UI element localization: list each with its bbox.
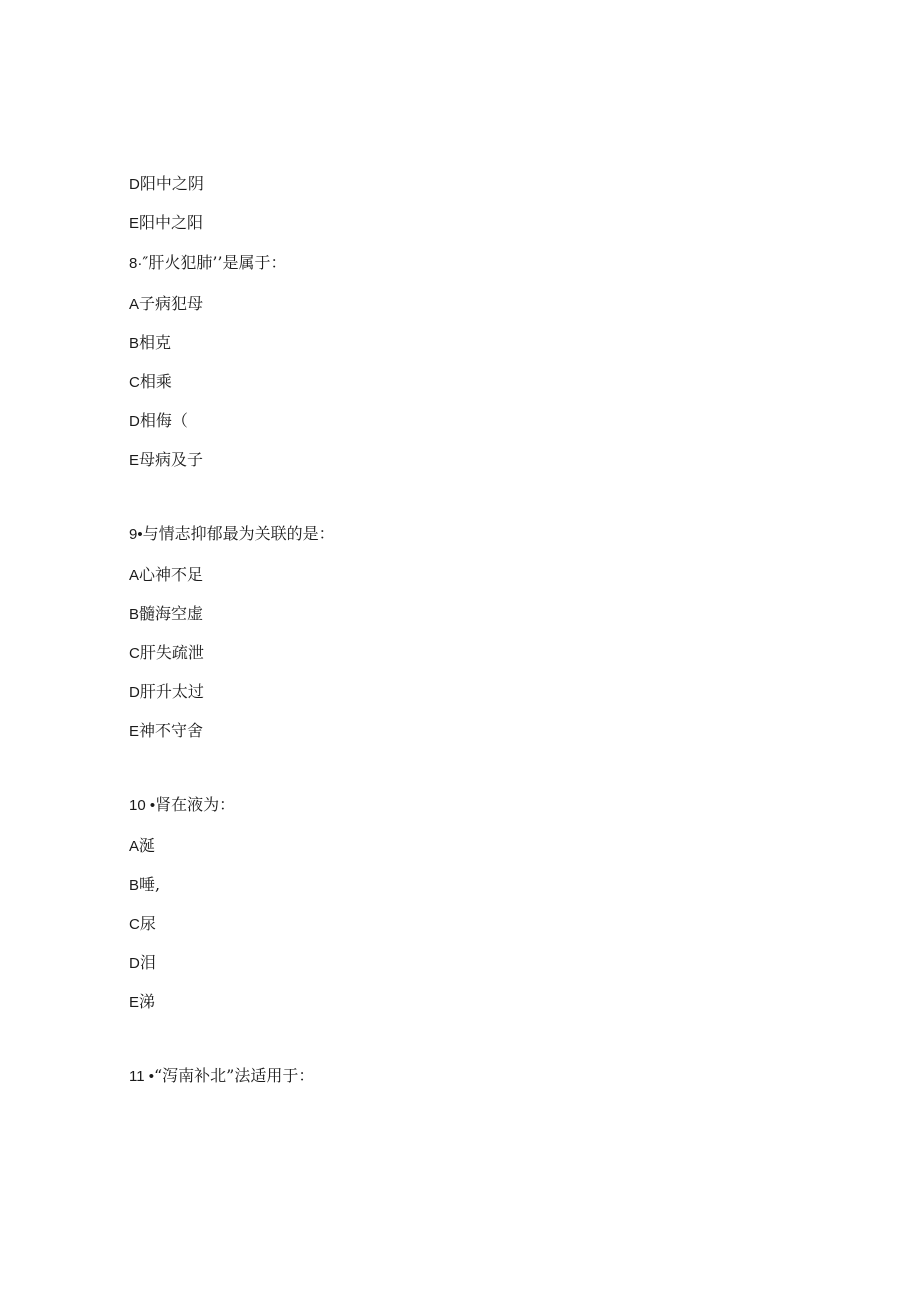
question-number: 11 • [129,1068,154,1085]
question-10 [129,795,235,816]
option-b-line [129,875,160,896]
option-text: 心神不足 [139,565,204,584]
option-label: D [129,684,140,701]
option-a-line [129,565,203,586]
question-number: 8· [129,255,143,272]
option-a-line [129,836,155,857]
option-label: B [129,606,140,623]
option-label: D [129,955,140,972]
option-e-line [129,213,203,234]
option-label: D [129,413,140,430]
option-label: A [129,567,140,584]
option-c-line [129,372,172,393]
question-text: 与情志抑郁最为关联的是： [142,524,335,543]
option-text: 子病犯母 [139,294,204,313]
option-e-line [129,992,155,1013]
option-d-line [129,953,156,974]
question-number: 10 • [129,797,156,814]
option-label: C [129,645,140,662]
option-label: C [129,916,140,933]
option-b-line [129,333,171,354]
option-text: 相克 [139,333,172,352]
option-text: 髓海空虚 [139,604,204,623]
option-text: 肝升太过 [139,682,204,701]
option-label: A [129,296,140,313]
option-c-line [129,643,204,664]
option-label: B [129,335,140,352]
option-d-line [129,682,204,703]
option-text: 阳中之阴 [139,174,204,193]
option-label: E [129,723,140,740]
option-label: C [129,374,140,391]
option-label: E [129,994,140,1011]
option-e-line [129,721,203,742]
question-8 [129,253,287,274]
option-text: 涕 [139,992,156,1011]
option-a-line [129,294,203,315]
option-e-line [129,450,203,471]
option-label: E [129,215,140,232]
question-11 [129,1066,314,1087]
question-text: “泻南补北”法适用于： [154,1066,315,1085]
option-text: 母病及子 [139,450,204,469]
question-text: ″肝火犯肺’’是属于： [142,253,287,272]
option-text: 泪 [139,953,156,972]
option-text: 阳中之阳 [139,213,204,232]
question-9 [129,524,335,545]
option-label: A [129,838,140,855]
option-text: 涎 [139,836,156,855]
option-text: 唾, [139,875,161,894]
option-b-line [129,604,203,625]
question-text: 肾在液为： [155,795,236,814]
question-number: 9• [129,526,143,543]
option-text: 相侮（ [139,411,188,430]
option-d-line [129,174,204,195]
option-label: E [129,452,140,469]
option-text: 尿 [139,914,156,933]
option-d-line [129,411,188,432]
option-text: 相乘 [139,372,172,391]
option-label: B [129,877,140,894]
option-text: 肝失疏泄 [139,643,204,662]
option-c-line [129,914,156,935]
option-label: D [129,176,140,193]
option-text: 神不守舍 [139,721,204,740]
